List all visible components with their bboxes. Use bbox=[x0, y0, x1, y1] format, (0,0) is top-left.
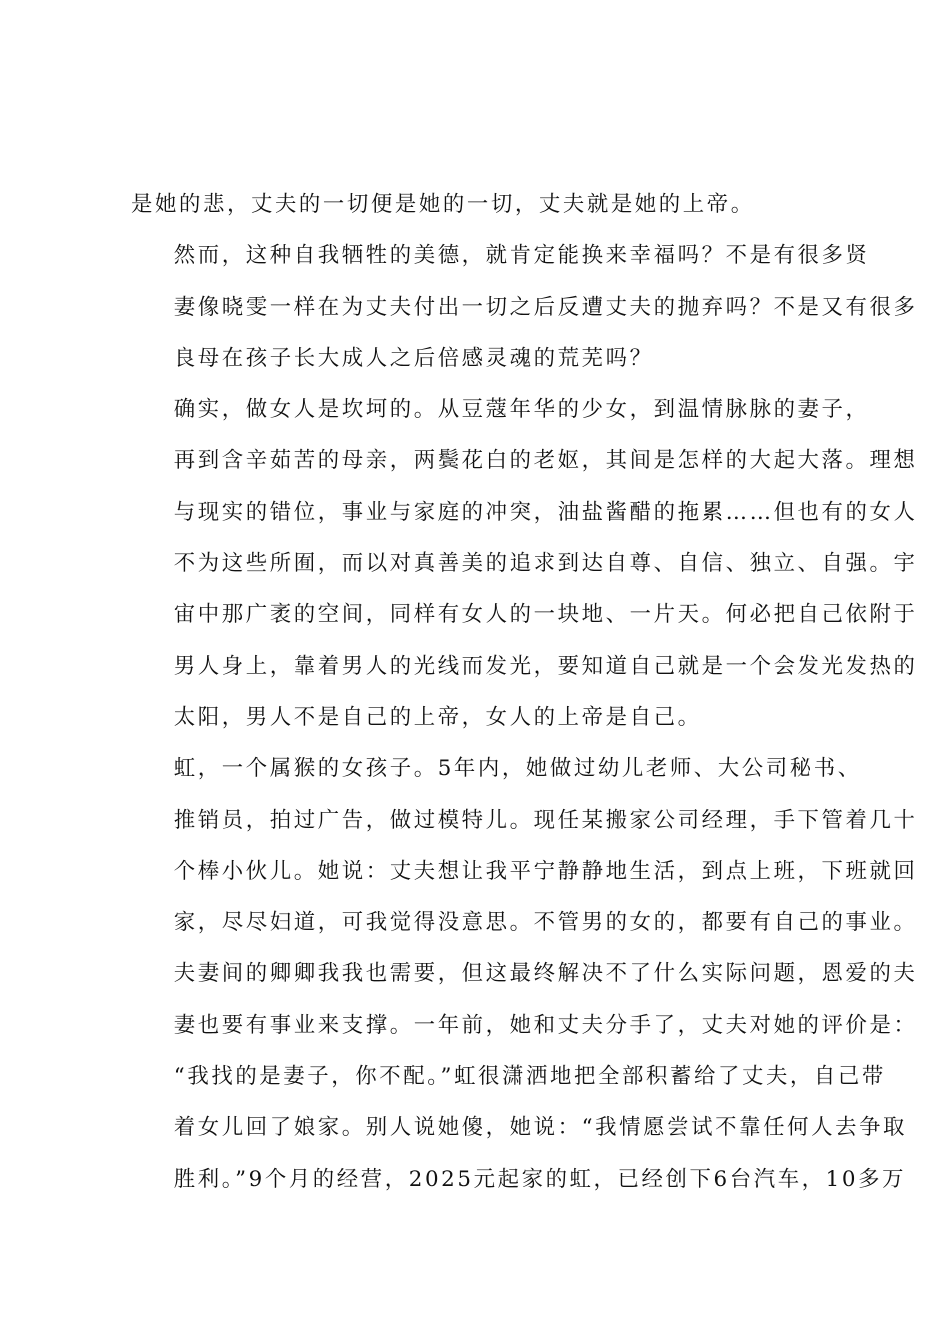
text-line: 不为这些所囿，而以对真善美的追求到达自尊、自信、独立、自强。宇 bbox=[173, 551, 918, 577]
text-line: 宙中那广袤的空间，同样有女人的一块地、一片天。何必把自己依附于 bbox=[173, 602, 918, 628]
text-line: 夫妻间的卿卿我我也需要，但这最终解决不了什么实际问题，恩爱的夫 bbox=[173, 961, 918, 987]
text-line: 良母在孩子长大成人之后倍感灵魂的荒芜吗？ bbox=[173, 345, 654, 371]
paragraph-4 bbox=[131, 743, 918, 1205]
text-line: 妻也要有事业来支撑。一年前，她和丈夫分手了，丈夫对她的评价是： bbox=[173, 1012, 918, 1038]
text-line: 男人身上，靠着男人的光线而发光，要知道自己就是一个会发光发热的 bbox=[173, 653, 918, 679]
text-line: “我找的是妻子，你不配。”虹很潇洒地把全部积蓄给了丈夫，自己带 bbox=[173, 1064, 886, 1090]
document-body bbox=[131, 179, 918, 1205]
text-line: 胜利。”9个月的经营，2025元起家的虹，已经创下6台汽车，10多万 bbox=[173, 1166, 907, 1192]
text-line: 妻像晓雯一样在为丈夫付出一切之后反遭丈夫的抛弃吗？不是又有很多 bbox=[173, 294, 918, 320]
text-line: 着女儿回了娘家。别人说她傻，她说：“我情愿尝试不靠任何人去争取 bbox=[173, 1115, 908, 1141]
paragraph-1 bbox=[131, 179, 831, 230]
text-line: 家，尽尽妇道，可我觉得没意思。不管男的女的，都要有自己的事业。 bbox=[173, 910, 918, 936]
text-line: 是她的悲，丈夫的一切便是她的一切，丈夫就是她的上帝。 bbox=[131, 192, 755, 217]
text-line: 个棒小伙儿。她说：丈夫想让我平宁静静地生活，到点上班，下班就回 bbox=[173, 858, 918, 884]
text-line: 与现实的错位，事业与家庭的冲突，油盐酱醋的拖累……但也有的女人 bbox=[173, 499, 918, 525]
text-line: 再到含辛茹苦的母亲，两鬓花白的老妪，其间是怎样的大起大落。理想 bbox=[173, 448, 918, 474]
text-line: 虹，一个属猴的女孩子。5年内，她做过幼儿老师、大公司秘书、 bbox=[173, 756, 862, 782]
text-line: 确实，做女人是坎坷的。从豆蔻年华的少女，到温情脉脉的妻子， bbox=[173, 397, 870, 423]
text-line: 太阳，男人不是自己的上帝，女人的上帝是自己。 bbox=[173, 704, 702, 730]
text-line: 推销员，拍过广告，做过模特儿。现任某搬家公司经理，手下管着几十 bbox=[173, 807, 918, 833]
text-line: 然而，这种自我牺牲的美德，就肯定能换来幸福吗？不是有很多贤 bbox=[173, 243, 870, 269]
paragraph-2 bbox=[131, 230, 918, 384]
paragraph-3 bbox=[131, 384, 918, 743]
